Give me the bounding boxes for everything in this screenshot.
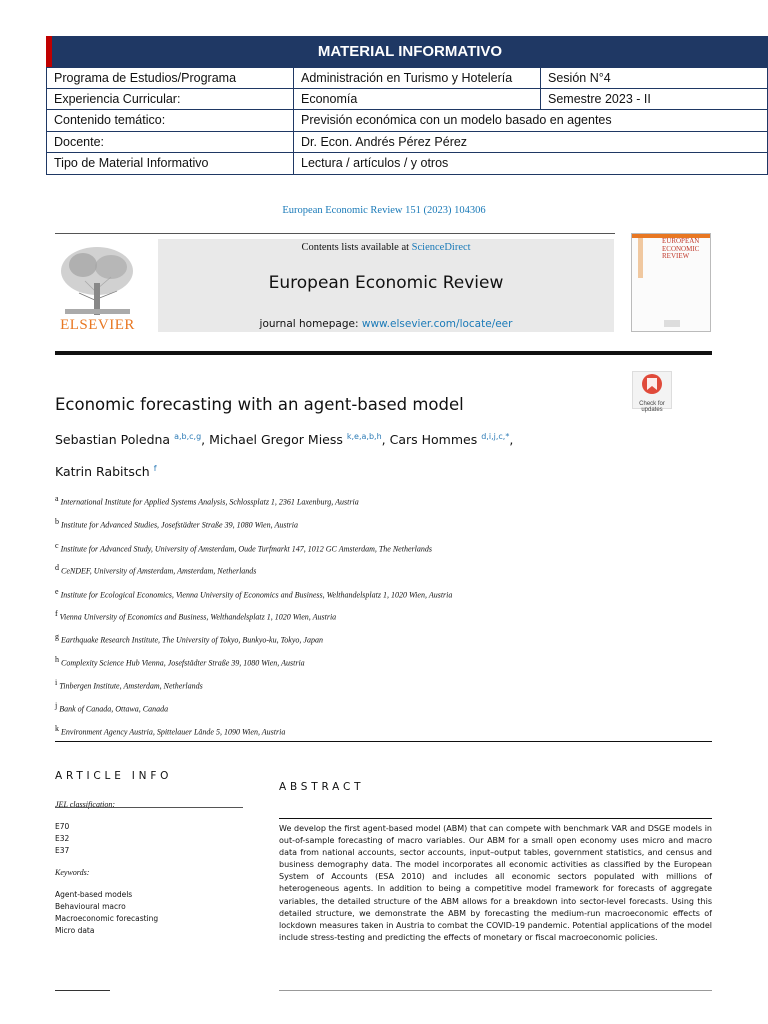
jel-code: E70 — [55, 822, 70, 831]
journal-cover[interactable] — [631, 233, 711, 332]
article-info-heading: ARTICLE INFO — [55, 770, 173, 782]
author-affil[interactable]: a,b,c,g — [174, 432, 202, 441]
table-extra: Semestre 2023 - II — [548, 91, 651, 106]
affil-key: h — [55, 655, 59, 664]
affil-key: e — [55, 587, 59, 596]
author-affil[interactable]: d,i,j,c,* — [481, 432, 510, 441]
table-value: Economía — [294, 89, 541, 110]
table-value: Administración en Turismo y Hotelería — [294, 68, 541, 88]
header-rule — [55, 351, 712, 355]
table-value: Lectura / artículos / y otros — [301, 156, 449, 171]
affil-key: j — [55, 701, 58, 710]
keywords-label: Keywords: — [55, 868, 90, 877]
author-separator: , — [201, 432, 210, 448]
jel-code: E32 — [55, 834, 70, 843]
journal-homepage — [158, 318, 614, 330]
table-value: Previsión económica con un modelo basado en agentes — [301, 113, 612, 128]
contents-line — [158, 242, 614, 253]
table-label: Experiencia Curricular: — [47, 89, 294, 110]
article-title: Economic forecasting with an agent-based model — [55, 395, 464, 414]
affil-key: a — [55, 494, 59, 503]
jel-label: JEL classification: — [55, 800, 116, 809]
affil-key: g — [55, 632, 59, 641]
affiliation — [55, 655, 305, 668]
table-value: Dr. Econ. Andrés Pérez Pérez — [301, 134, 468, 149]
cover-stripe — [638, 238, 643, 278]
affil-key: b — [55, 517, 59, 526]
table-label: Tipo de Material Informativo — [47, 153, 294, 174]
affil-text: Tinbergen Institute, Amsterdam, Netherlands — [59, 681, 203, 691]
affiliation — [55, 701, 168, 714]
table-row — [46, 89, 768, 111]
keyword: Micro data — [55, 926, 95, 935]
affiliation — [55, 563, 256, 576]
footnote-rule — [279, 990, 712, 991]
bookmark-icon — [633, 372, 671, 396]
divider — [279, 818, 712, 819]
sciencedirect-link[interactable]: ScienceDirect — [411, 242, 471, 253]
check-label: Check for updates — [639, 401, 665, 413]
author-list — [55, 432, 513, 447]
keyword: Agent-based models — [55, 890, 133, 899]
affil-key: i — [55, 678, 58, 687]
author-name[interactable]: Sebastian Poledna — [55, 432, 171, 448]
affil-key: f — [55, 609, 58, 618]
author-name[interactable]: Michael Gregor Miess — [209, 432, 343, 448]
author-list-cont — [55, 464, 157, 479]
info-table — [46, 67, 768, 175]
affiliation — [55, 678, 203, 691]
affil-text: Complexity Science Hub Vienna, Josefstädter Straße 39, 1080 Wien, Austria — [61, 658, 305, 668]
divider — [55, 233, 615, 234]
abstract-text: We develop the first agent-based model (ABM) that can compete with benchmark VAR and DSGE models in out-of-sample forecasting of macro variables. Our ABM for a small open economy uses micro and macro data from national accounts, sector accounts, input–output tables, government statistics, and census and business demography data. The model incorporates all economic activities as classified by the European System of Accounts (ESA 2010) and includes all economic sectors populated with millions of heterogeneous agents. In addition to being a competitive model framework for forecasts of aggregate variables, the detailed structure of the ABM allows for a breakdown into sector-level forecasts. Using this detailed structure, we demonstrate the ABM by forecasting the medium-run macroeconomic effects of lockdown measures taken in Austria to combat the COVID-19 pandemic. Potential applications of the model include stress-testing and predicting the effects of monetary or fiscal macroeconomic policies. — [279, 824, 712, 942]
affiliation — [55, 587, 452, 600]
jel-code: E37 — [55, 846, 70, 855]
author-affil[interactable]: f — [153, 464, 157, 473]
author-name[interactable]: Cars Hommes — [389, 432, 478, 448]
affiliation — [55, 724, 285, 737]
affiliation — [55, 609, 336, 622]
keyword: Macroeconomic forecasting — [55, 914, 159, 923]
affiliation — [55, 541, 432, 554]
affil-text: Institute for Ecological Economics, Vienna University of Economics and Business, Welthandelsplatz 1, 1020 Wien, Austria — [60, 590, 453, 600]
table-row — [46, 132, 768, 154]
affiliation — [55, 517, 298, 530]
table-label: Docente: — [47, 132, 294, 153]
affil-text: Environment Agency Austria, Spittelauer Lände 5, 1090 Wien, Austria — [61, 727, 286, 737]
affiliation — [55, 632, 323, 645]
cover-title: EUROPEAN ECONOMIC REVIEW — [662, 237, 700, 260]
affil-key: k — [55, 724, 59, 733]
table-label: Contenido temático: — [47, 110, 294, 131]
affiliation — [55, 494, 359, 507]
cover-logo — [664, 320, 680, 327]
affil-text: International Institute for Applied Systems Analysis, Schlossplatz 1, 2361 Laxenburg, Austria — [60, 497, 359, 507]
divider — [55, 807, 243, 808]
homepage-prefix: journal homepage: — [259, 318, 362, 330]
abstract-heading: ABSTRACT — [279, 781, 365, 793]
material-title: MATERIAL INFORMATIVO — [46, 36, 768, 67]
table-extra: Sesión N°4 — [548, 71, 611, 85]
table-row — [46, 153, 768, 175]
keyword: Behavioural macro — [55, 902, 126, 911]
elsevier-wordmark: ELSEVIER — [60, 317, 135, 333]
table-label: Programa de Estudios/Programa — [47, 68, 294, 88]
affil-key: d — [55, 563, 59, 572]
author-separator: , — [381, 432, 390, 448]
table-row — [46, 110, 768, 132]
affil-text: Bank of Canada, Ottawa, Canada — [59, 704, 169, 714]
check-for-updates-button[interactable] — [632, 371, 672, 413]
affil-text: Vienna University of Economics and Business, Welthandelsplatz 1, 1020 Wien, Austria — [59, 612, 337, 622]
affil-text: Earthquake Research Institute, The University of Tokyo, Bunkyo-ku, Tokyo, Japan — [61, 635, 323, 645]
footnote-rule — [55, 990, 110, 991]
journal-name: European Economic Review — [268, 273, 504, 293]
author-separator: , — [509, 432, 514, 448]
divider — [55, 741, 712, 742]
contents-prefix: Contents lists available at — [301, 242, 412, 253]
journal-reference[interactable]: European Economic Review 151 (2023) 104306 — [282, 205, 486, 216]
table-row — [46, 67, 768, 89]
author-name[interactable]: Katrin Rabitsch — [55, 464, 150, 480]
author-affil[interactable]: k,e,a,b,h — [346, 432, 382, 441]
affil-key: c — [55, 541, 59, 550]
affil-text: Institute for Advanced Study, University of Amsterdam, Oude Turfmarkt 147, 1012 GC Amsterdam, The Netherlands — [60, 544, 432, 554]
affil-text: Institute for Advanced Studies, Josefstädter Straße 39, 1080 Wien, Austria — [61, 520, 299, 530]
homepage-link[interactable]: www.elsevier.com/locate/eer — [361, 318, 513, 330]
affil-text: CeNDEF, University of Amsterdam, Amsterdam, Netherlands — [61, 566, 257, 576]
